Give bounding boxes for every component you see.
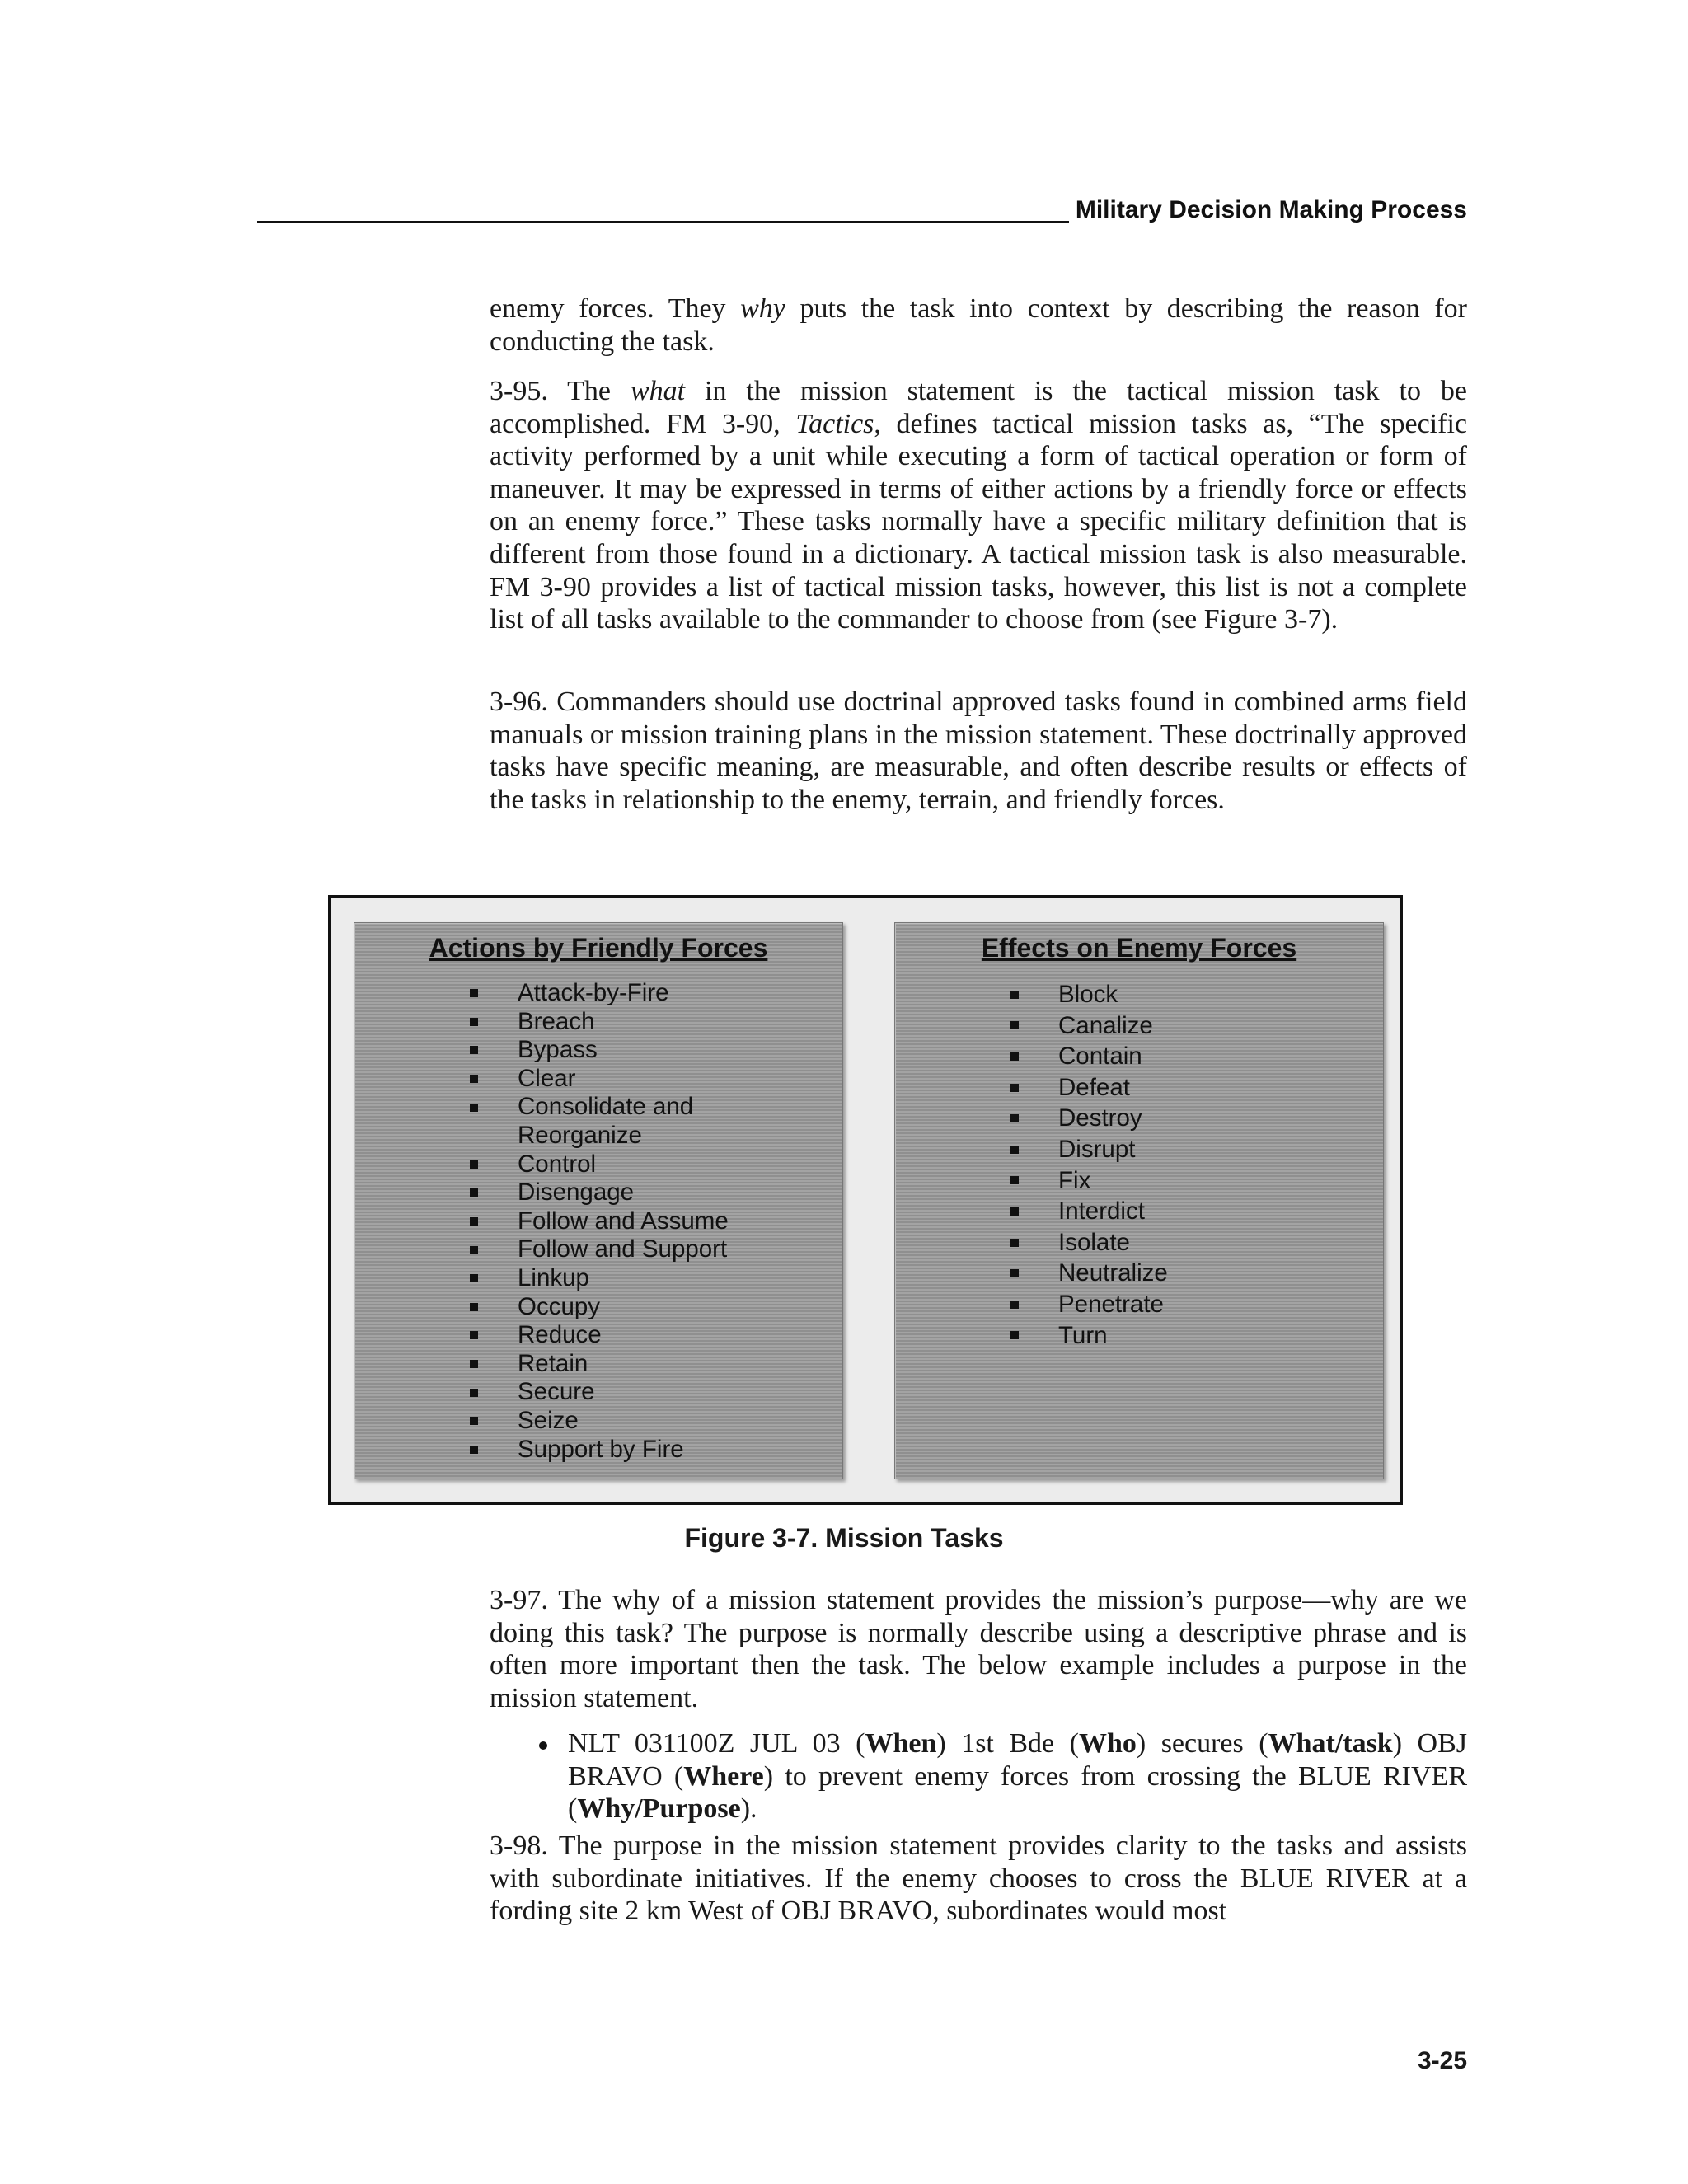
square-bullet-icon [1010, 1134, 1020, 1165]
paragraph-3-98: 3-98. The purpose in the mission statement provides clarity to the tasks and assists with subordinate initiatives. If the enemy chooses to cross the BLUE RIVER at a fording site 2 km West of OBJ BRAVO, subordinates would most [490, 1830, 1467, 1927]
task-item [470, 1350, 816, 1379]
task-label: Secure [518, 1378, 595, 1406]
task-item [1010, 1103, 1357, 1134]
square-bullet-icon [1010, 1165, 1020, 1197]
paragraph-3-97: 3-97. The why of a mission statement provides the mission’s purpose—why are we doing this task? The purpose is normally describe using a descriptive phrase and is often more important then the task. The below example includes a purpose in the mission statement. [490, 1585, 1467, 1713]
square-bullet-icon [1010, 1041, 1020, 1072]
friendly-actions-title: Actions by Friendly Forces [429, 933, 768, 963]
task-label: Occupy [518, 1292, 601, 1320]
task-label: Block [1058, 981, 1118, 1008]
paragraph-3-96: 3-96. Commanders should use doctrinal approved tasks found in combined arms field manuals or mission training plans in the mission statement. These doctrinally approved tasks have specific meaning, are measurable, and often describe results or effects of the tasks in relationship to the enemy, terrain, and friendly forces. [490, 687, 1467, 815]
italic-run: Tactics [795, 408, 874, 439]
task-item [470, 1378, 816, 1407]
task-label: Turn [1058, 1321, 1108, 1349]
mission-tasks-figure [328, 895, 1403, 1505]
text-run: enemy forces. They [490, 293, 741, 324]
task-item [470, 1436, 816, 1465]
paragraph-3-95 [490, 375, 1467, 636]
square-bullet-icon [470, 1235, 480, 1264]
task-item [470, 1179, 816, 1207]
task-label: Consolidate and Reorganize [518, 1093, 694, 1149]
task-label: Control [518, 1150, 597, 1178]
square-bullet-icon [470, 1407, 480, 1436]
square-bullet-icon [1010, 1196, 1020, 1227]
bullet-icon [539, 1741, 547, 1750]
task-item [1010, 1258, 1357, 1289]
text-run: , defines tactical mission tasks as, “The specific activity performed by a unit while executing a form of tactical operation or form of maneuver. It may be expressed in terms of either actions by a friendly force or effects on an enemy force.” These tasks normally have a specific military definition that is different from those found in a dictionary. A tactical mission task is also measurable. FM 3-90 provides a list of tactical mission tasks, however, this list is not a complete list of all tasks available to the commander to choose from (see Figure 3-7). [490, 408, 1467, 635]
enemy-effects-title: Effects on Enemy Forces [981, 933, 1297, 963]
bold-run: Where [683, 1760, 764, 1792]
page-number: 3-25 [1417, 2047, 1467, 2074]
task-label: Reduce [518, 1321, 602, 1349]
figure-caption: Figure 3-7. Mission Tasks [684, 1523, 1004, 1553]
text-run: in the mission statement is the tactical mission task to be accomplished. FM 3-90, [490, 376, 1467, 439]
task-label: Breach [518, 1007, 595, 1035]
paragraph-continuation [490, 293, 1467, 358]
text-run: puts the task into context by describing the reason for conducting the task. [490, 293, 1468, 357]
square-bullet-icon [470, 1036, 480, 1065]
square-bullet-icon [470, 1151, 480, 1179]
italic-run: why [740, 293, 785, 324]
square-bullet-icon [470, 1436, 480, 1465]
square-bullet-icon [1010, 1072, 1020, 1104]
task-label: Attack-by-Fire [518, 979, 669, 1006]
task-item [1010, 979, 1357, 1010]
square-bullet-icon [470, 1293, 480, 1322]
enemy-effects-list [1010, 979, 1357, 1351]
task-label: Bypass [518, 1036, 598, 1064]
task-label: Interdict [1058, 1197, 1145, 1226]
task-label: Isolate [1058, 1228, 1130, 1256]
text-run: NLT 031100Z JUL 03 ( [568, 1728, 865, 1759]
bold-run: Who [1078, 1728, 1137, 1759]
task-item [470, 1321, 816, 1350]
task-item [1010, 1165, 1357, 1197]
example-mission-statement [490, 1727, 1467, 1825]
task-item [470, 1065, 816, 1094]
task-item [1010, 1196, 1357, 1227]
running-header: Military Decision Making Process [1075, 196, 1467, 223]
task-label: Neutralize [1058, 1259, 1168, 1287]
example-list [490, 1727, 1467, 1825]
square-bullet-icon [470, 1179, 480, 1207]
task-label: Linkup [518, 1263, 589, 1291]
task-label: Fix [1058, 1166, 1091, 1194]
task-label: Disengage [518, 1179, 635, 1207]
task-label: Support by Fire [518, 1435, 684, 1463]
task-item [1010, 1010, 1357, 1042]
text-run: ). [740, 1793, 757, 1825]
task-item [470, 1293, 816, 1322]
square-bullet-icon [470, 979, 480, 1008]
square-bullet-icon [1010, 979, 1020, 1010]
task-label: Retain [518, 1349, 588, 1377]
task-item [470, 979, 816, 1008]
square-bullet-icon [470, 1321, 480, 1350]
task-label: Defeat [1058, 1073, 1130, 1101]
task-item [470, 1235, 816, 1264]
task-label: Follow and Support [518, 1235, 728, 1263]
enemy-effects-panel [894, 922, 1384, 1479]
square-bullet-icon [470, 1264, 480, 1293]
square-bullet-icon [470, 1350, 480, 1379]
task-item [470, 1008, 816, 1037]
task-item [1010, 1320, 1357, 1352]
square-bullet-icon [470, 1093, 480, 1122]
friendly-actions-list [470, 979, 816, 1464]
friendly-actions-panel [354, 922, 843, 1479]
task-label: Penetrate [1058, 1290, 1164, 1318]
text-run: ) 1st Bde ( [936, 1728, 1079, 1759]
task-item [1010, 1289, 1357, 1320]
italic-run: what [630, 376, 686, 406]
bold-run: When [865, 1728, 937, 1759]
task-label: Seize [518, 1406, 579, 1434]
task-item [470, 1093, 816, 1150]
task-item [1010, 1072, 1357, 1104]
task-item [470, 1151, 816, 1179]
square-bullet-icon [1010, 1103, 1020, 1134]
bold-run: What/task [1268, 1728, 1393, 1759]
square-bullet-icon [1010, 1289, 1020, 1320]
task-item [470, 1264, 816, 1293]
text-run: ) secures ( [1136, 1728, 1268, 1759]
header-rule [257, 221, 1069, 223]
square-bullet-icon [470, 1065, 480, 1094]
task-label: Follow and Assume [518, 1207, 729, 1235]
task-item [1010, 1134, 1357, 1165]
bold-run: Why/Purpose [577, 1793, 741, 1825]
square-bullet-icon [1010, 1227, 1020, 1258]
task-label: Disrupt [1058, 1135, 1136, 1163]
text-run: ) to prevent enemy forces from crossing the BLUE RIVER ( [568, 1760, 1467, 1825]
square-bullet-icon [470, 1008, 480, 1037]
square-bullet-icon [1010, 1320, 1020, 1352]
task-item [470, 1407, 816, 1436]
text-run: ) OBJ BRAVO ( [568, 1728, 1467, 1792]
task-label: Contain [1058, 1043, 1142, 1071]
text-run: 3-95. The [490, 376, 631, 406]
task-label: Clear [518, 1064, 576, 1092]
task-label: Destroy [1058, 1104, 1142, 1132]
square-bullet-icon [470, 1207, 480, 1236]
task-item [470, 1207, 816, 1236]
task-item [470, 1036, 816, 1065]
square-bullet-icon [470, 1378, 480, 1407]
task-item [1010, 1227, 1357, 1258]
task-label: Canalize [1058, 1011, 1153, 1039]
square-bullet-icon [1010, 1010, 1020, 1042]
task-item [1010, 1041, 1357, 1072]
square-bullet-icon [1010, 1258, 1020, 1289]
